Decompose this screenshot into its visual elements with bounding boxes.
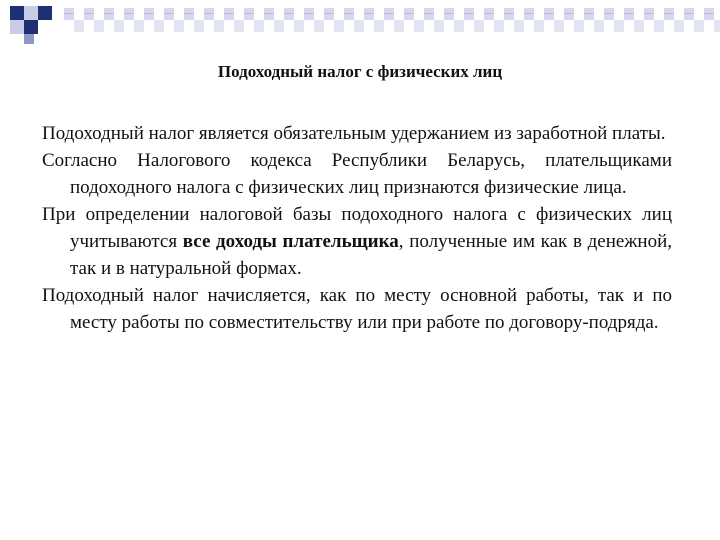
decorative-stripe — [64, 8, 720, 20]
paragraph-3 — [42, 201, 672, 282]
paragraph-3-text-start: При определении налоговой базы подоходного налога с физических лиц учитываются — [42, 204, 672, 252]
paragraph-1: Подоходный налог является обязательным удержанием из заработной платы. — [42, 123, 666, 144]
decorative-header — [0, 0, 720, 48]
paragraph-4: Подоходный налог начисляется, как по месту основной работы, так и по месту работы по совместительству или при работе по договору-подряда. — [42, 285, 672, 333]
paragraph-3-text-end: , полученные им как в денежной, так и в натуральной формах. — [70, 231, 673, 279]
decorative-square — [24, 34, 34, 44]
paragraph-3-bold-text: все доходы плательщика — [182, 231, 399, 252]
decorative-square — [38, 6, 52, 20]
decorative-square — [10, 20, 24, 34]
decorative-square — [10, 6, 24, 20]
decorative-square — [24, 6, 38, 20]
slide-body — [42, 120, 672, 336]
decorative-square — [24, 20, 38, 34]
slide-title: Подоходный налог с физических лиц — [217, 62, 503, 81]
decorative-stripe — [64, 20, 720, 32]
paragraph-2: Согласно Налогового кодекса Республики Беларусь, плательщиками подоходного налога с физических лиц признаются физические лица. — [42, 150, 672, 198]
